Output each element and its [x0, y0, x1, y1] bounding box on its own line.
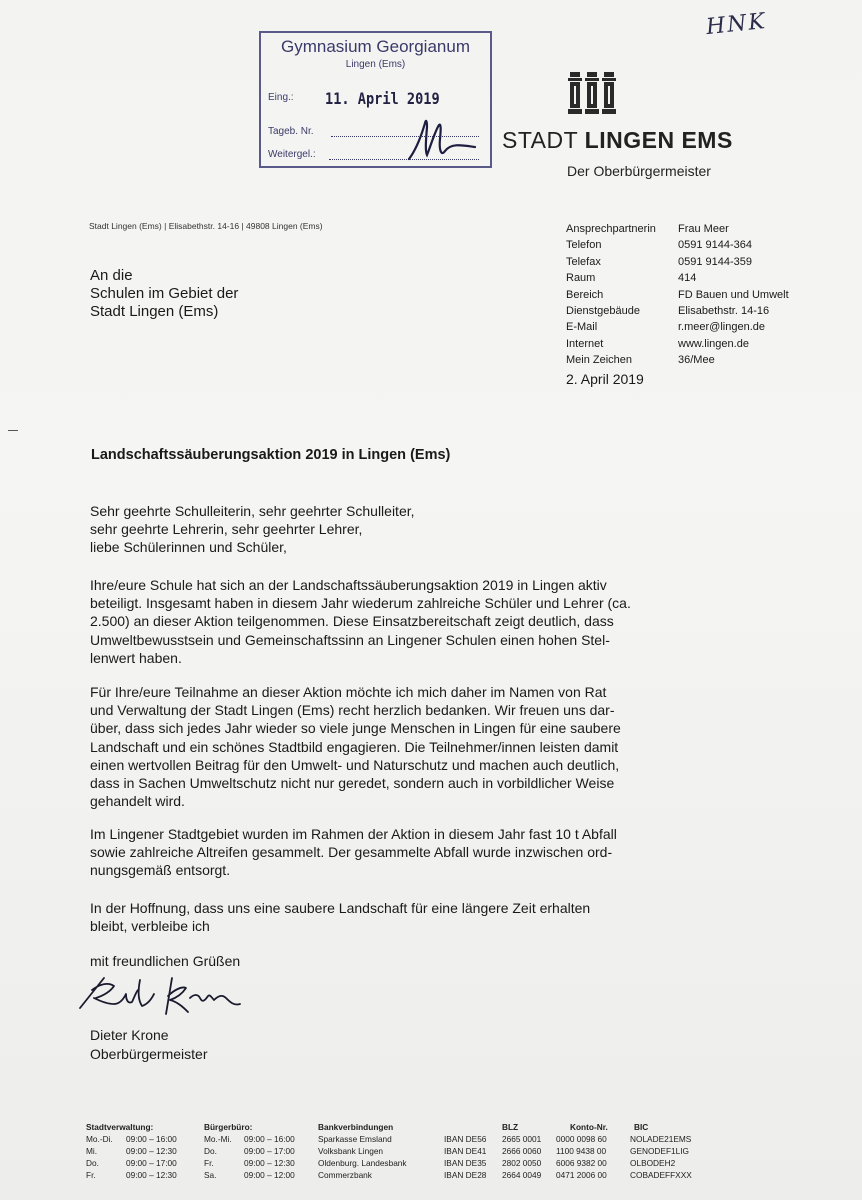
footer-bank-bic: COBADEFFXXX — [630, 1170, 692, 1180]
footer-hours-time: 09:00 – 17:00 — [244, 1146, 295, 1156]
paragraph-line: einen wertvollen Beitrag für den Umwelt- und Naturschutz und machen auch deutlich, — [90, 756, 620, 773]
city-logo-bold: LINGEN EMS — [584, 127, 733, 153]
contact-value: 414 — [678, 272, 697, 285]
paragraph-line: beteiligt. Insgesamt haben in diesem Jahr wiederum zahlreiche Schüler und Lehrer (ca. — [90, 595, 631, 612]
contact-value: 0591 9144-364 — [678, 239, 753, 252]
footer-bank-iban: IBAN DE35 — [444, 1158, 487, 1168]
contact-label: Internet — [566, 337, 604, 350]
contact-label: Telefon — [566, 239, 602, 252]
paragraph-line: Umweltbewusstsein und Gemeinschaftssinn an Lingener Schulen einen hohen Stel- — [90, 631, 610, 648]
salutation-line: liebe Schülerinnen und Schüler, — [90, 539, 287, 556]
footer-citizen-title: Bürgerbüro: — [204, 1122, 253, 1132]
footer-hours-time: 09:00 – 17:00 — [126, 1158, 177, 1168]
footer-hours-row — [204, 1145, 295, 1157]
footer-hours-time: 09:00 – 12:30 — [126, 1146, 177, 1156]
paragraph-line: 2.500) an dieser Aktion teilgenommen. Diese Einsatzbereitschaft zeigt deutlich, dass — [90, 613, 614, 630]
footer-bank-bic — [630, 1121, 692, 1181]
recipient-address — [90, 267, 238, 321]
footer-bank-iban: IBAN DE41 — [444, 1146, 487, 1156]
footer-hours-row — [204, 1157, 295, 1169]
footer-hours-time: 09:00 – 12:30 — [244, 1158, 295, 1168]
paragraph-line: In der Hoffnung, dass uns eine saubere Landschaft für eine längere Zeit erhalten — [90, 900, 591, 916]
contact-value: Frau Meer — [678, 223, 729, 235]
salutation — [90, 502, 730, 557]
footer-konto-title: Konto-Nr. — [570, 1122, 608, 1132]
salutation-line: sehr geehrte Lehrerin, sehr geehrter Lehrer, — [90, 521, 363, 538]
stamp-journal-label: Tageb. Nr. — [268, 126, 314, 137]
footer-hours-time: 09:00 – 16:00 — [244, 1134, 295, 1144]
body-paragraph-1 — [90, 576, 730, 667]
paragraph-line: über, dass sich jedes Jahr wieder so viele junge Menschen in Lingen für eine saubere — [90, 720, 621, 737]
footer-bank-konto: 0000 0098 60 — [556, 1134, 607, 1144]
contact-value: 0591 9144-359 — [678, 255, 753, 268]
paragraph-line: lenwert haben. — [90, 649, 182, 666]
footer-hours-time: 09:00 – 12:00 — [244, 1170, 295, 1180]
footer-bank-bic: OLBODEH2 — [630, 1158, 676, 1168]
footer-bank-name: Commerzbank — [318, 1170, 372, 1180]
footer-hours-day: Do. — [204, 1146, 217, 1156]
stamp-school-name: Gymnasium Georgianum — [281, 37, 470, 56]
fold-mark — [8, 430, 18, 431]
footer-hours-day: Fr. — [204, 1158, 214, 1168]
footer-hours-row — [204, 1133, 295, 1145]
salutation-line: Sehr geehrte Schulleiterin, sehr geehrter Schulleiter, — [90, 503, 415, 519]
footer-hours-row — [86, 1145, 177, 1157]
footer-hours-day: Mo.-Di. — [86, 1134, 113, 1144]
closing-phrase: mit freundlichen Grüßen — [90, 953, 241, 969]
footer-bank-bic: NOLADE21EMS — [630, 1134, 692, 1144]
footer-bank-iban: IBAN DE28 — [444, 1170, 487, 1180]
letter-subject: Landschaftssäuberungsaktion 2019 in Lingen (Ems) — [91, 447, 451, 463]
footer-bank-iban-row — [444, 1145, 541, 1157]
receipt-stamp — [259, 31, 492, 168]
footer-hours-row — [204, 1169, 295, 1181]
contact-value: FD Bauen und Umwelt — [678, 288, 789, 301]
paragraph-line: Im Lingener Stadtgebiet wurden im Rahmen der Aktion in diesem Jahr fast 10 t Abfall — [90, 826, 617, 842]
footer-hours-time: 09:00 – 16:00 — [126, 1134, 177, 1144]
footer-bank-name: Oldenburg. Landesbank — [318, 1158, 407, 1168]
footer-hours-day: Mo.-Mi. — [204, 1134, 232, 1144]
paragraph-line: Für Ihre/eure Teilnahme an dieser Aktion möchte ich mich daher im Namen von Rat — [90, 684, 607, 700]
contact-value: Elisabethstr. 14-16 — [678, 305, 770, 317]
footer-admin-hours — [86, 1121, 177, 1181]
footer-bank-name: Volksbank Lingen — [318, 1146, 384, 1156]
recipient-line: Schulen im Gebiet der — [90, 285, 239, 302]
letter-date: 2. April 2019 — [566, 371, 644, 387]
footer-bank-name: Sparkasse Emsland — [318, 1134, 392, 1144]
signer-name: Dieter Krone — [90, 1027, 169, 1043]
footer-hours-day: Mi. — [86, 1146, 98, 1156]
stamp-location: Lingen (Ems) — [345, 59, 406, 70]
footer-bank-blz: 2664 0049 — [502, 1170, 542, 1180]
stamp-handwritten-initial — [401, 111, 481, 165]
office-title: Der Oberbürgermeister — [567, 163, 711, 179]
body-paragraph-2 — [90, 683, 730, 810]
footer-bank-konto: 0471 2006 00 — [556, 1170, 607, 1180]
contact-label: E-Mail — [566, 321, 598, 334]
contact-value: www.lingen.de — [678, 337, 749, 350]
contact-label: Dienstgebäude — [566, 305, 641, 317]
footer-bank-blz: 2666 0060 — [502, 1146, 542, 1156]
body-paragraph-4 — [90, 899, 730, 935]
recipient-line: Stadt Lingen (Ems) — [90, 303, 219, 320]
contact-label: Telefax — [566, 255, 601, 268]
footer-bank-iban-row — [444, 1157, 541, 1169]
paragraph-line: dass in Sachen Umweltschutz nicht nur geredet, sondern auch in vorbildlicher Weise — [90, 775, 615, 792]
contact-label: Mein Zeichen — [566, 354, 633, 367]
footer-bic-title: BIC — [634, 1122, 649, 1132]
footer-hours-row — [86, 1133, 177, 1145]
footer-bank-konto: 6006 9382 00 — [556, 1158, 607, 1168]
stamp-received-label: Eing.: — [268, 92, 294, 103]
paragraph-line: Landschaft und ein schönes Stadtbild engagieren. Die Teilnehmer/innen leisten damit — [90, 738, 619, 755]
footer-bank-iban — [444, 1121, 541, 1181]
letter-footer — [86, 1121, 826, 1185]
paragraph-line: Ihre/eure Schule hat sich an der Landschaftssäuberungsaktion 2019 in Lingen aktiv — [90, 577, 607, 593]
footer-hours-day: Sa. — [204, 1170, 217, 1180]
footer-blz-title: BLZ — [502, 1122, 519, 1132]
footer-citizen-hours — [204, 1121, 295, 1181]
contact-label: Bereich — [566, 288, 604, 301]
footer-banks-title: Bankverbindungen — [318, 1122, 394, 1132]
footer-hours-row — [86, 1169, 177, 1181]
footer-hours-row — [86, 1157, 177, 1169]
footer-bank-bic: GENODEF1LIG — [630, 1146, 690, 1156]
stamp-received-date: 11. April 2019 — [325, 89, 440, 108]
footer-bank-blz: 2802 0050 — [502, 1158, 542, 1168]
paragraph-line: nungsgemäß entsorgt. — [90, 862, 231, 879]
recipient-line: An die — [90, 267, 133, 284]
footer-bank-names — [318, 1121, 407, 1181]
footer-admin-title: Stadtverwaltung: — [86, 1122, 154, 1132]
footer-hours-time: 09:00 – 12:30 — [126, 1170, 177, 1180]
footer-bank-blz: 2665 0001 — [502, 1134, 542, 1144]
contact-value: r.meer@lingen.de — [678, 321, 765, 334]
footer-bank-iban-row — [444, 1169, 541, 1181]
footer-bank-konto: 1100 9438 00 — [556, 1146, 607, 1156]
paragraph-line: sowie zahlreiche Altreifen gesammelt. Der gesammelte Abfall wurde inzwischen ord- — [90, 844, 613, 861]
contact-label: Ansprechpartnerin — [566, 223, 656, 235]
body-paragraph-3 — [90, 825, 730, 880]
handwritten-initials: HNK — [704, 8, 769, 41]
footer-bank-iban-row — [444, 1133, 541, 1145]
footer-hours-day: Fr. — [86, 1170, 96, 1180]
handwritten-signature — [74, 968, 254, 1026]
city-crest-icon — [566, 72, 618, 114]
footer-hours-day: Do. — [86, 1158, 99, 1168]
signer-block — [90, 1026, 208, 1064]
paragraph-line: bleibt, verbleibe ich — [90, 918, 210, 935]
footer-bank-konto — [556, 1121, 608, 1181]
paragraph-line: gehandelt wird. — [90, 793, 185, 810]
contact-value: 36/Mee — [678, 354, 715, 367]
signer-title: Oberbürgermeister — [90, 1046, 208, 1062]
city-logo-text — [502, 127, 733, 154]
city-logo-light: STADT — [502, 127, 578, 153]
contact-label: Raum — [566, 272, 596, 285]
paragraph-line: und Verwaltung der Stadt Lingen (Ems) recht herzlich bedanken. Wir freuen uns dar- — [90, 702, 615, 719]
stamp-forwarded-label: Weitergel.: — [268, 149, 316, 160]
sender-address-line: Stadt Lingen (Ems) | Elisabethstr. 14-16 | 49808 Lingen (Ems) — [89, 221, 323, 231]
footer-bank-iban: IBAN DE56 — [444, 1134, 487, 1144]
